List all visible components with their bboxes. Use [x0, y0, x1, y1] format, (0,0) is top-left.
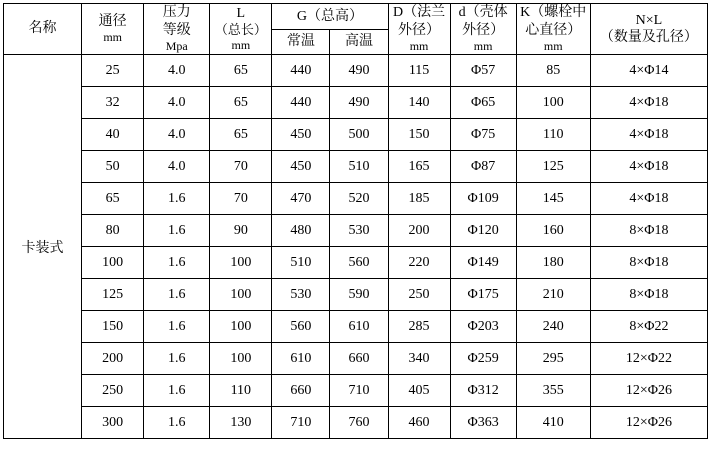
- cell-shell-od: Φ175: [450, 279, 516, 311]
- cell-length: 65: [210, 119, 272, 151]
- cell-bolt-circle: 355: [516, 375, 590, 407]
- header-flange-od-line1: D（法兰: [392, 5, 446, 20]
- cell-length: 100: [210, 343, 272, 375]
- cell-bolt-count: 4×Φ14: [590, 55, 707, 87]
- cell-flange-od: 285: [388, 311, 450, 343]
- cell-bolt-count: 8×Φ18: [590, 247, 707, 279]
- cell-pressure: 1.6: [144, 375, 210, 407]
- spec-table-page: [0, 3, 711, 475]
- cell-bolt-count: 4×Φ18: [590, 183, 707, 215]
- header-shell-od-line2: 外径）: [462, 22, 505, 38]
- header-dn-label: 通径: [98, 13, 127, 29]
- cell-type-name: 卡装式: [4, 55, 82, 439]
- cell-length: 110: [210, 375, 272, 407]
- cell-shell-od: Φ149: [450, 247, 516, 279]
- cell-bolt-circle: 210: [516, 279, 590, 311]
- header-bolt-circle: [516, 4, 590, 55]
- cell-bolt-circle: 410: [516, 407, 590, 439]
- cell-height-high: 560: [330, 247, 388, 279]
- cell-shell-od: Φ363: [450, 407, 516, 439]
- cell-shell-od: Φ120: [450, 215, 516, 247]
- cell-flange-od: 150: [388, 119, 450, 151]
- cell-shell-od: Φ109: [450, 183, 516, 215]
- table-row: [4, 55, 708, 87]
- specification-table: [3, 3, 708, 439]
- cell-dn: 65: [82, 183, 144, 215]
- cell-height-normal: 470: [272, 183, 330, 215]
- cell-pressure: 1.6: [144, 343, 210, 375]
- cell-height-high: 490: [330, 55, 388, 87]
- header-length: [210, 4, 272, 55]
- header-pressure-unit: Mpa: [165, 39, 188, 53]
- table-row: [4, 183, 708, 215]
- cell-bolt-count: 8×Φ22: [590, 311, 707, 343]
- cell-pressure: 1.6: [144, 311, 210, 343]
- header-name: 名称: [4, 4, 82, 55]
- cell-flange-od: 405: [388, 375, 450, 407]
- header-height-normal: 常温: [272, 29, 330, 55]
- header-row-top: [4, 4, 708, 30]
- cell-flange-od: 140: [388, 87, 450, 119]
- cell-length: 100: [210, 311, 272, 343]
- cell-height-normal: 480: [272, 215, 330, 247]
- cell-dn: 200: [82, 343, 144, 375]
- header-height-high: 高温: [330, 29, 388, 55]
- cell-dn: 250: [82, 375, 144, 407]
- cell-length: 70: [210, 151, 272, 183]
- cell-length: 100: [210, 279, 272, 311]
- cell-bolt-circle: 110: [516, 119, 590, 151]
- cell-flange-od: 250: [388, 279, 450, 311]
- cell-pressure: 1.6: [144, 183, 210, 215]
- table-row: [4, 87, 708, 119]
- cell-bolt-count: 4×Φ18: [590, 151, 707, 183]
- cell-flange-od: 115: [388, 55, 450, 87]
- cell-dn: 80: [82, 215, 144, 247]
- header-bolt-count-line2: （数量及孔径）: [599, 30, 698, 45]
- cell-height-high: 610: [330, 311, 388, 343]
- header-length-sub: （总长）: [214, 22, 267, 38]
- cell-pressure: 4.0: [144, 151, 210, 183]
- header-bolt-count: [590, 4, 707, 55]
- cell-bolt-count: 12×Φ26: [590, 375, 707, 407]
- cell-height-high: 500: [330, 119, 388, 151]
- cell-flange-od: 460: [388, 407, 450, 439]
- cell-shell-od: Φ312: [450, 375, 516, 407]
- header-bolt-circle-line1: K（螺栓中: [520, 5, 587, 20]
- cell-bolt-circle: 100: [516, 87, 590, 119]
- cell-bolt-circle: 240: [516, 311, 590, 343]
- cell-height-normal: 450: [272, 119, 330, 151]
- cell-dn: 32: [82, 87, 144, 119]
- cell-height-high: 530: [330, 215, 388, 247]
- cell-shell-od: Φ57: [450, 55, 516, 87]
- header-dn-unit: mm: [103, 30, 122, 45]
- cell-flange-od: 340: [388, 343, 450, 375]
- cell-bolt-count: 8×Φ18: [590, 279, 707, 311]
- cell-height-high: 660: [330, 343, 388, 375]
- table-row: [4, 343, 708, 375]
- table-row: [4, 247, 708, 279]
- cell-length: 100: [210, 247, 272, 279]
- table-body: [4, 55, 708, 439]
- cell-dn: 100: [82, 247, 144, 279]
- table-row: [4, 151, 708, 183]
- cell-pressure: 1.6: [144, 247, 210, 279]
- cell-bolt-circle: 125: [516, 151, 590, 183]
- cell-height-normal: 560: [272, 311, 330, 343]
- cell-flange-od: 200: [388, 215, 450, 247]
- cell-bolt-count: 12×Φ26: [590, 407, 707, 439]
- header-height-group: G（总高）: [272, 4, 388, 30]
- cell-height-normal: 610: [272, 343, 330, 375]
- table-row: [4, 311, 708, 343]
- cell-flange-od: 185: [388, 183, 450, 215]
- cell-height-normal: 440: [272, 87, 330, 119]
- cell-shell-od: Φ259: [450, 343, 516, 375]
- cell-length: 90: [210, 215, 272, 247]
- header-bolt-circle-line2: 心直径）: [525, 22, 582, 38]
- header-length-unit: mm: [231, 38, 251, 53]
- cell-height-normal: 450: [272, 151, 330, 183]
- table-header: [4, 4, 708, 55]
- cell-pressure: 1.6: [144, 279, 210, 311]
- header-flange-od-unit: mm: [409, 39, 429, 53]
- cell-height-high: 710: [330, 375, 388, 407]
- cell-dn: 25: [82, 55, 144, 87]
- cell-dn: 150: [82, 311, 144, 343]
- cell-pressure: 4.0: [144, 87, 210, 119]
- cell-height-high: 590: [330, 279, 388, 311]
- cell-dn: 125: [82, 279, 144, 311]
- cell-length: 65: [210, 87, 272, 119]
- cell-pressure: 4.0: [144, 119, 210, 151]
- cell-height-normal: 440: [272, 55, 330, 87]
- cell-bolt-circle: 85: [516, 55, 590, 87]
- cell-bolt-circle: 180: [516, 247, 590, 279]
- cell-dn: 40: [82, 119, 144, 151]
- header-bolt-circle-unit: mm: [543, 39, 563, 53]
- header-flange-od-line2: 外径）: [398, 22, 441, 38]
- cell-pressure: 4.0: [144, 55, 210, 87]
- table-row: [4, 375, 708, 407]
- cell-shell-od: Φ87: [450, 151, 516, 183]
- cell-flange-od: 165: [388, 151, 450, 183]
- table-row: [4, 215, 708, 247]
- cell-dn: 300: [82, 407, 144, 439]
- cell-pressure: 1.6: [144, 407, 210, 439]
- cell-length: 130: [210, 407, 272, 439]
- cell-bolt-count: 4×Φ18: [590, 119, 707, 151]
- table-row: [4, 279, 708, 311]
- cell-bolt-circle: 295: [516, 343, 590, 375]
- header-bolt-count-line1: N×L: [635, 12, 663, 28]
- cell-shell-od: Φ203: [450, 311, 516, 343]
- cell-length: 65: [210, 55, 272, 87]
- cell-height-normal: 510: [272, 247, 330, 279]
- cell-height-high: 490: [330, 87, 388, 119]
- cell-length: 70: [210, 183, 272, 215]
- cell-dn: 50: [82, 151, 144, 183]
- header-dn: [82, 4, 144, 55]
- cell-height-high: 760: [330, 407, 388, 439]
- cell-pressure: 1.6: [144, 215, 210, 247]
- header-shell-od: [450, 4, 516, 55]
- cell-height-high: 520: [330, 183, 388, 215]
- header-length-label: L: [236, 5, 246, 21]
- cell-bolt-count: 12×Φ22: [590, 343, 707, 375]
- table-row: [4, 119, 708, 151]
- cell-flange-od: 220: [388, 247, 450, 279]
- cell-shell-od: Φ65: [450, 87, 516, 119]
- cell-height-normal: 710: [272, 407, 330, 439]
- cell-bolt-count: 4×Φ18: [590, 87, 707, 119]
- header-flange-od: [388, 4, 450, 55]
- cell-bolt-circle: 145: [516, 183, 590, 215]
- cell-height-normal: 530: [272, 279, 330, 311]
- header-pressure-line2: 等级: [162, 22, 191, 38]
- cell-height-normal: 660: [272, 375, 330, 407]
- header-pressure-line1: 压力: [162, 5, 191, 20]
- cell-bolt-count: 8×Φ18: [590, 215, 707, 247]
- table-row: [4, 407, 708, 439]
- cell-shell-od: Φ75: [450, 119, 516, 151]
- cell-bolt-circle: 160: [516, 215, 590, 247]
- header-shell-od-line1: d（壳体: [458, 5, 508, 20]
- header-pressure: [144, 4, 210, 55]
- cell-height-high: 510: [330, 151, 388, 183]
- header-shell-od-unit: mm: [473, 39, 493, 53]
